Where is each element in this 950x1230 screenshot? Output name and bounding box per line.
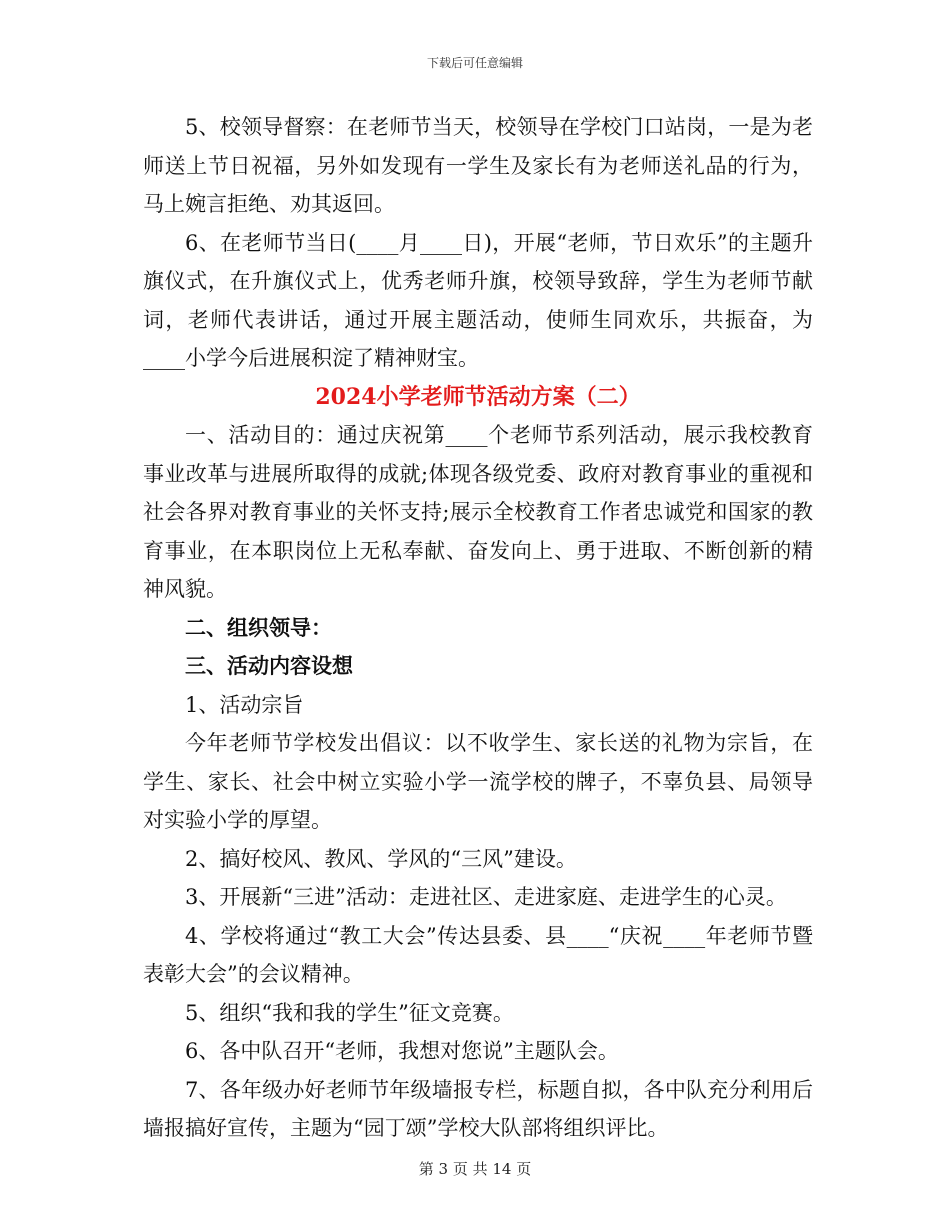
page-footer: 第 3 页 共 14 页 <box>418 1160 532 1178</box>
paragraph: 3、开展新“三进”活动：走进社区、走进家庭、走进学生的心灵。 <box>185 885 787 909</box>
paragraph: 6、在老师节当日(____月____日)，开展“老师，节日欢乐”的主题升旗仪式，在升旗仪式上，优秀老师升旗，校领导致辞，学生为老师节献词，老师代表讲话，通过开展主题活动，使师生同欢乐，共振奋，为____小学今后进展积淀了精神财宝。 <box>143 230 813 370</box>
paragraph: 7、各年级办好老师节年级墙报专栏，标题自拟，各中队充分利用后墙报搞好宣传，主题为“园丁颂”学校大队部将组织评比。 <box>143 1077 813 1140</box>
section-body <box>143 416 813 1148</box>
paragraph: 6、各中队召开“老师，我想对您说”主题队会。 <box>185 1039 619 1063</box>
paragraph: 5、校领导督察：在老师节当天，校领导在学校门口站岗，一是为老师送上节日祝福，另外如发现有一学生及家长有为老师送礼品的行为，马上婉言拒绝、劝其返回。 <box>143 115 813 216</box>
document-body <box>143 108 813 1148</box>
paragraph: 5、组织“我和我的学生”征文竞赛。 <box>185 1000 514 1025</box>
section-heading: 二、组织领导： <box>185 614 332 640</box>
header-note: 下载后可任意编辑 <box>426 56 523 70</box>
paragraph: 今年老师节学校发出倡议：以不收学生、家长送的礼物为宗旨，在学生、家长、社会中树立实验小学一流学校的牌子，不辜负县、局领导对实验小学的厚望。 <box>143 731 813 832</box>
paragraph: 1、活动宗旨 <box>185 692 304 717</box>
section-heading: 三、活动内容设想 <box>185 653 353 678</box>
section-title: 2024小学老师节活动方案（二） <box>315 383 641 410</box>
paragraph: 一、活动目的：通过庆祝第____个老师节系列活动，展示我校教育事业改革与进展所取得的成就;体现各级党委、政府对教育事业的重视和社会各界对教育事业的关怀支持;展示全校教育工作者忠诚党和国家的教育事业，在本职岗位上无私奉献、奋发向上、勇于进取、不断创新的精神风貌。 <box>143 423 813 601</box>
paragraph: 4、学校将通过“教工大会”传达县委、县____“庆祝____年老师节暨表彰大会”的会议精神。 <box>143 923 813 986</box>
paragraph: 2、搞好校风、教风、学风的“三风”建设。 <box>185 846 577 871</box>
